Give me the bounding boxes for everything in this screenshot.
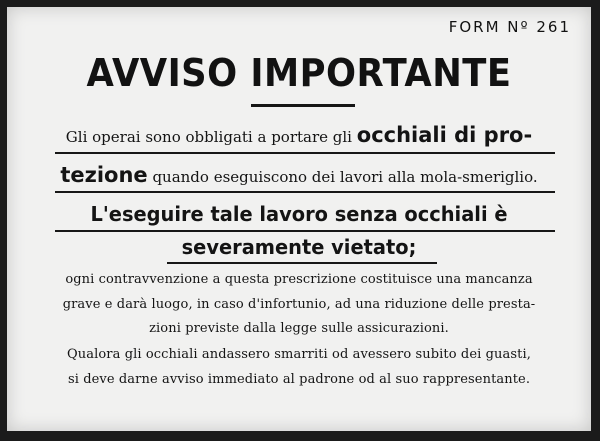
prohibition-line1-underline [55, 230, 555, 232]
paragraph1-line1-underline [55, 152, 555, 154]
body-line: zioni previste dalla legge sulle assicurazioni. [149, 321, 449, 336]
paragraph1-line2 [7, 163, 591, 187]
paragraph1-line2-emphasis: tezione [60, 163, 148, 187]
paragraph1-line1 [7, 123, 591, 147]
headline: AVVISO IMPORTANTE [86, 51, 512, 95]
form-number: FORM Nº 261 [448, 18, 571, 36]
paragraph1-line1-emphasis: occhiali di pro- [356, 123, 533, 147]
headline-underline [251, 104, 355, 107]
prohibition-line2: severamente vietato; [181, 235, 417, 259]
paragraph1-line2-underline [55, 191, 555, 193]
paragraph1-line1-text: Gli operai sono obbligati a portare gli [65, 128, 357, 146]
body-line: ogni contravvenzione a questa prescrizione costituisce una mancanza [65, 272, 533, 287]
body-line: grave e darà luogo, in caso d'infortunio, ad una riduzione delle presta- [62, 297, 536, 312]
notice-sheet [7, 7, 591, 431]
body-line: Qualora gli occhiali andassero smarriti od avessero subito dei guasti, [67, 347, 531, 362]
prohibition-line1: L'eseguire tale lavoro senza occhiali è [90, 202, 508, 226]
body-line: si deve darne avviso immediato al padrone od al suo rappresentante. [67, 372, 531, 387]
paragraph1-line2-text: quando eseguiscono dei lavori alla mola-smeriglio. [147, 168, 538, 186]
prohibition-line2-underline [167, 262, 437, 264]
